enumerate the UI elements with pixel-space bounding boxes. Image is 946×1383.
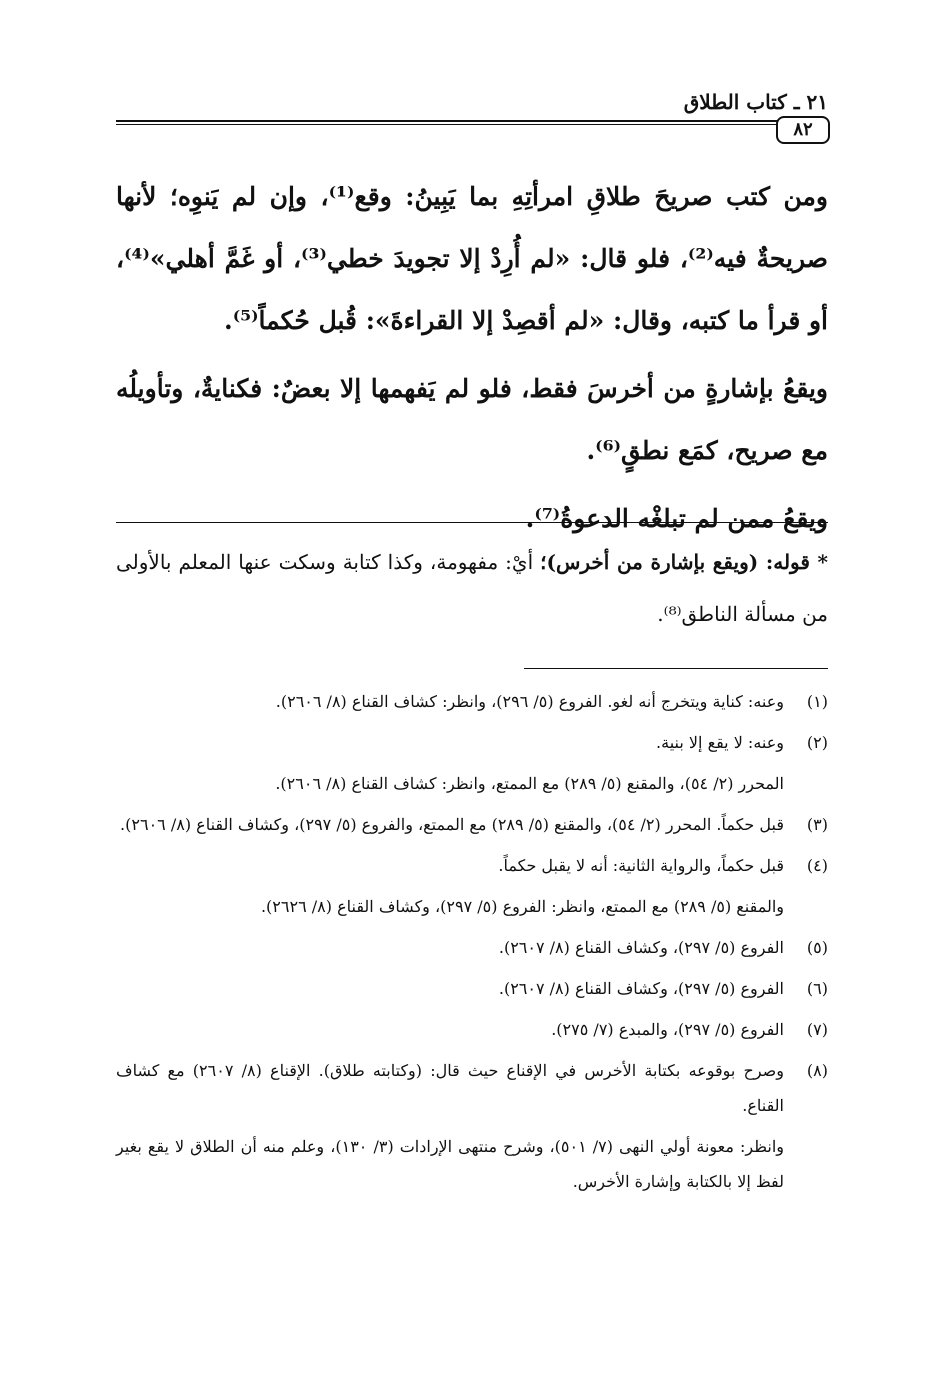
main-paragraph: ومن كتب صريحَ طلاقِ امرأتِهِ بما يَبِينُ: وقع⁽¹⁾، وإن لم يَنوِه؛ لأنها صريحةٌ فيه⁽²⁾، فلو قال: «لم أُرِدْ إلا تجويدَ خطي⁽³⁾، أو غَمَّ أهلي»⁽⁴⁾، أو قرأ ما كتبه، وقال: «لم أقصِدْ إلا القراءةَ»: قُبل حُكماً⁽⁵⁾. bbox=[116, 182, 828, 335]
header-rule bbox=[116, 120, 828, 122]
page-number: ٨٢ bbox=[776, 116, 830, 144]
commentary-lead: * قوله: (ويقع بإشارة من أخرس)؛ bbox=[540, 550, 829, 574]
footnote-text: وعنه: لا يقع إلا بنية. bbox=[656, 733, 784, 752]
footnote bbox=[116, 807, 828, 842]
footnote-text: والمقنع (٥/ ٢٨٩) مع الممتع، وانظر: الفروع (٥/ ٢٩٧)، وكشاف القناع (٨/ ٢٦٢٦). bbox=[260, 897, 784, 916]
footnote-text: الفروع (٥/ ٢٩٧)، وكشاف القناع (٨/ ٢٦٠٧). bbox=[498, 979, 784, 998]
main-text bbox=[116, 166, 828, 556]
main-paragraph: ويقعُ ممن لم تبلغْه الدعوةُ⁽⁷⁾. bbox=[525, 504, 828, 533]
footnote-number: (٧) bbox=[806, 1020, 828, 1039]
footnote-number: (٦) bbox=[806, 979, 828, 998]
footnote-text: وعنه: كناية ويتخرج أنه لغو. الفروع (٥/ ٢٩٦)، وانظر: كشاف القناع (٨/ ٢٦٠٦). bbox=[275, 692, 784, 711]
footnote bbox=[116, 684, 828, 719]
commentary-text: أيْ: مفهومة، وكذا كتابة وسكت عنها المعلم بالأولى من مسألة الناطق⁽⁸⁾. bbox=[116, 550, 828, 626]
footnote-number: (٥) bbox=[806, 938, 828, 957]
footnotes bbox=[116, 684, 828, 1205]
footnote bbox=[116, 930, 828, 965]
footnote-number: (٨) bbox=[806, 1061, 828, 1080]
footnote bbox=[116, 1012, 828, 1047]
footnote-divider bbox=[524, 668, 828, 669]
footnote bbox=[116, 848, 828, 924]
footnote-text: وصرح بوقوعه بكتابة الأخرس في الإقناع حيث قال: (وكتابته طلاق). الإقناع (٨/ ٢٦٠٧) مع كشاف القناع. bbox=[116, 1061, 784, 1115]
footnote-text: الفروع (٥/ ٢٩٧)، والمبدع (٧/ ٢٧٥). bbox=[551, 1020, 784, 1039]
footnote-text: الفروع (٥/ ٢٩٧)، وكشاف القناع (٨/ ٢٦٠٧). bbox=[498, 938, 784, 957]
footnote-text: قبل حكماً. المحرر (٢/ ٥٤)، والمقنع (٥/ ٢٨٩) مع الممتع، والفروع (٥/ ٢٩٧)، وكشاف القناع (٨/ ٢٦٠٦). bbox=[120, 815, 784, 834]
footnote-number: (١) bbox=[806, 692, 828, 711]
footnote bbox=[116, 1053, 828, 1199]
footnote-number: (٤) bbox=[806, 856, 828, 875]
commentary-divider bbox=[116, 522, 828, 523]
footnote-number: (٣) bbox=[806, 815, 828, 834]
footnote-text: قبل حكماً، والرواية الثانية: أنه لا يقبل حكماً. bbox=[498, 856, 784, 875]
chapter-title: ٢١ ـ كتاب الطلاق bbox=[683, 90, 828, 114]
footnote-text: المحرر (٢/ ٥٤)، والمقنع (٥/ ٢٨٩) مع الممتع، وانظر: كشاف القناع (٨/ ٢٦٠٦). bbox=[275, 774, 784, 793]
main-paragraph: ويقعُ بإشارةٍ من أخرسَ فقط، فلو لم يَفهمها إلا بعضٌ: فكنايةٌ، وتأويلُه مع صريح، كمَع نطقٍ⁽⁶⁾. bbox=[116, 374, 828, 465]
footnote bbox=[116, 725, 828, 801]
footnote-text: وانظر: معونة أولي النهى (٧/ ٥٠١)، وشرح منتهى الإرادات (٣/ ١٣٠)، وعلم منه أن الطلاق لا يقع بغير لفظ إلا بالكتابة وإشارة الأخرس. bbox=[116, 1137, 784, 1191]
commentary bbox=[116, 536, 828, 640]
header-rule-thin bbox=[116, 124, 828, 125]
footnote-number: (٢) bbox=[806, 733, 828, 752]
footnote bbox=[116, 971, 828, 1006]
